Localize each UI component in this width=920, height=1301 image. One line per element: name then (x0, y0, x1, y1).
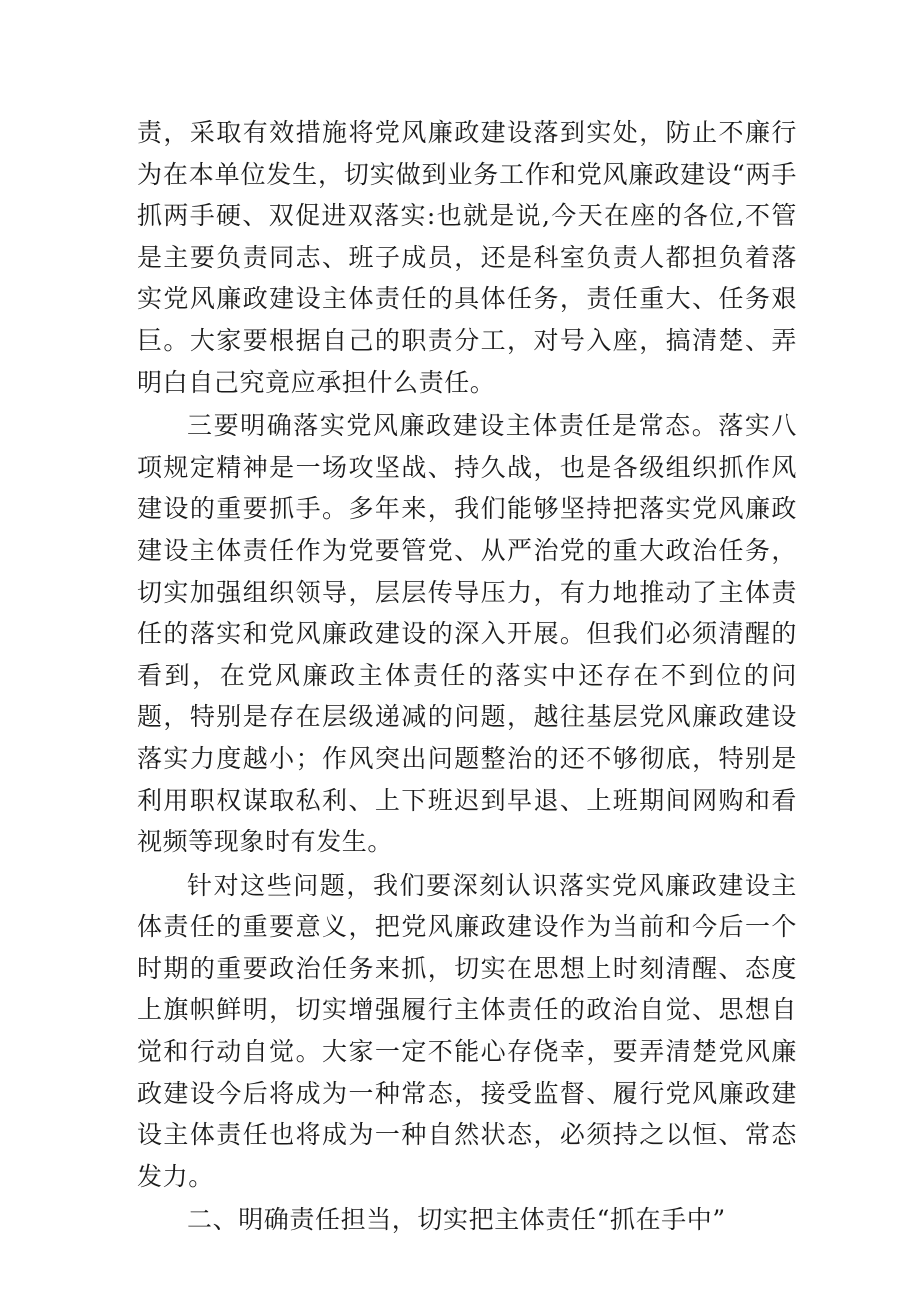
section-heading: 二、明确责任担当，切实把主体责任“抓在手中” (187, 1205, 726, 1235)
paragraph-continued: 责，采取有效措施将党风廉政建设落到实处，防止不廉行为在本单位发生，切实做到业务工作和党风廉政建设“两手抓两手硬、双促进双落实:也就是说,今天在座的各位,不管是主要负责同志、班子成员，还是科室负责人都担负着落实党风廉政建设主体责任的具体任务，责任重大、任务艰巨。大家要根据自己的职责分工，对号入座，搞清楚、弄明白自己究竟应承担什么责任。 (137, 118, 797, 397)
document-body (137, 112, 797, 1241)
paragraph-third-requirement: 三要明确落实党风廉政建设主体责任是常态。落实八项规定精神是一场攻坚战、持久战，也是各级组织抓作风建设的重要抓手。多年来，我们能够坚持把落实党风廉政建设主体责任作为党要管党、从严治党的重大政治任务，切实加强组织领导，层层传导压力，有力地推动了主体责任的落实和党风廉政建设的深入开展。但我们必须清醒的看到，在党风廉政主体责任的落实中还存在不到位的问题，特别是存在层级递减的问题，越往基层党风廉政建设落实力度越小；作风突出问题整治的还不够彻底，特别是利用职权谋取私利、上下班迟到早退、上班期间网购和看视频等现象时有发生。 (137, 411, 797, 857)
paragraph-addressing-problems: 针对这些问题，我们要深刻认识落实党风廉政建设主体责任的重要意义，把党风廉政建设作为当前和今后一个时期的重要政治任务来抓，切实在思想上时刻清醒、态度上旗帜鲜明，切实增强履行主体责任的政治自觉、思想自觉和行动自觉。大家一定不能心存侥幸，要弄清楚党风廉政建设今后将成为一种常态，接受监督、履行党风廉政建设主体责任也将成为一种自然状态，必须持之以恒、常态发力。 (137, 870, 797, 1191)
